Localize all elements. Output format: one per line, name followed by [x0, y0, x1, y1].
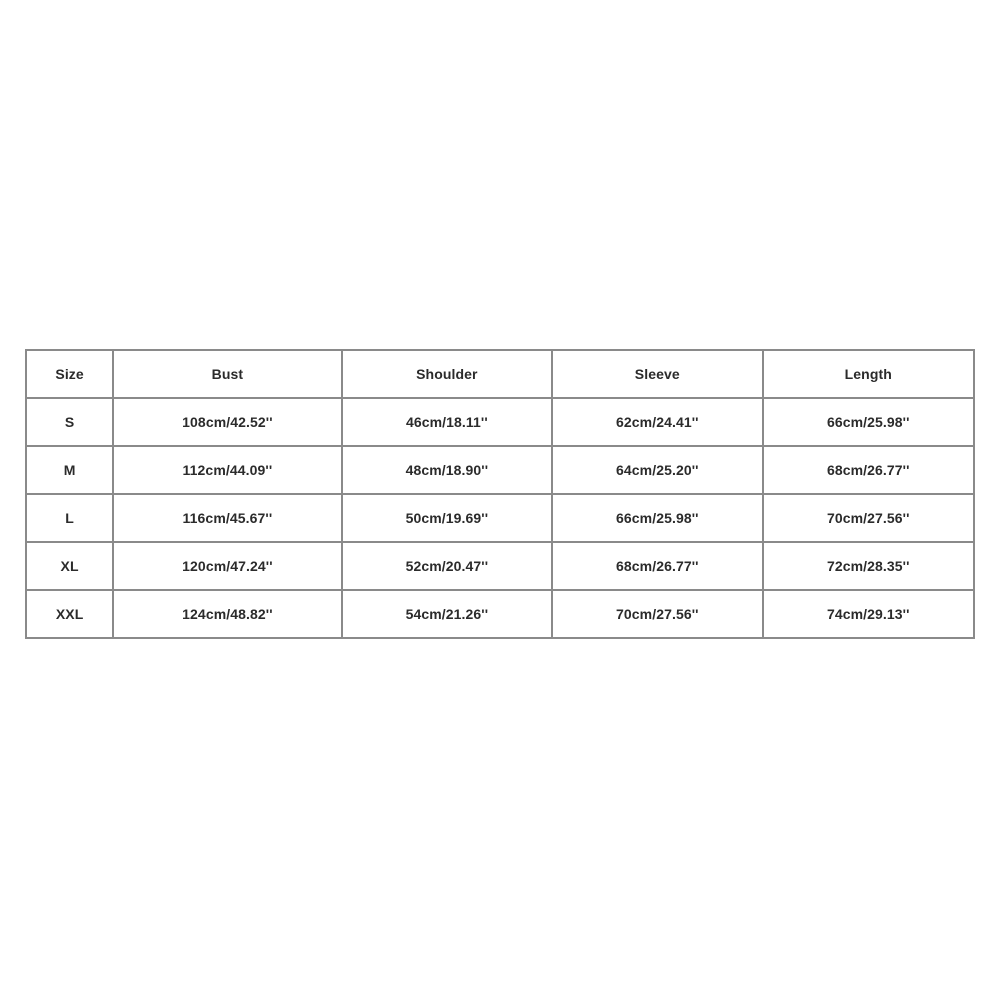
cell-sleeve: 66cm/25.98'' — [552, 494, 762, 542]
table-body — [26, 398, 974, 638]
cell-length: 68cm/26.77'' — [763, 446, 974, 494]
cell-size: S — [26, 398, 113, 446]
cell-sleeve: 70cm/27.56'' — [552, 590, 762, 638]
cell-bust: 116cm/45.67'' — [113, 494, 341, 542]
cell-shoulder: 50cm/19.69'' — [342, 494, 552, 542]
cell-length: 70cm/27.56'' — [763, 494, 974, 542]
header-sleeve: Sleeve — [552, 350, 762, 398]
cell-size: L — [26, 494, 113, 542]
cell-shoulder: 48cm/18.90'' — [342, 446, 552, 494]
cell-length: 72cm/28.35'' — [763, 542, 974, 590]
cell-length: 74cm/29.13'' — [763, 590, 974, 638]
cell-bust: 108cm/42.52'' — [113, 398, 341, 446]
header-size: Size — [26, 350, 113, 398]
table-row — [26, 446, 974, 494]
table-row — [26, 590, 974, 638]
header-row — [26, 350, 974, 398]
header-length: Length — [763, 350, 974, 398]
table-row — [26, 398, 974, 446]
table-row — [26, 494, 974, 542]
cell-bust: 124cm/48.82'' — [113, 590, 341, 638]
header-bust: Bust — [113, 350, 341, 398]
cell-shoulder: 46cm/18.11'' — [342, 398, 552, 446]
cell-bust: 112cm/44.09'' — [113, 446, 341, 494]
header-shoulder: Shoulder — [342, 350, 552, 398]
table-header — [26, 350, 974, 398]
table-row — [26, 542, 974, 590]
cell-size: XXL — [26, 590, 113, 638]
size-chart-table — [25, 349, 975, 639]
cell-sleeve: 64cm/25.20'' — [552, 446, 762, 494]
cell-sleeve: 68cm/26.77'' — [552, 542, 762, 590]
cell-size: XL — [26, 542, 113, 590]
cell-size: M — [26, 446, 113, 494]
cell-sleeve: 62cm/24.41'' — [552, 398, 762, 446]
cell-shoulder: 52cm/20.47'' — [342, 542, 552, 590]
cell-shoulder: 54cm/21.26'' — [342, 590, 552, 638]
cell-length: 66cm/25.98'' — [763, 398, 974, 446]
cell-bust: 120cm/47.24'' — [113, 542, 341, 590]
